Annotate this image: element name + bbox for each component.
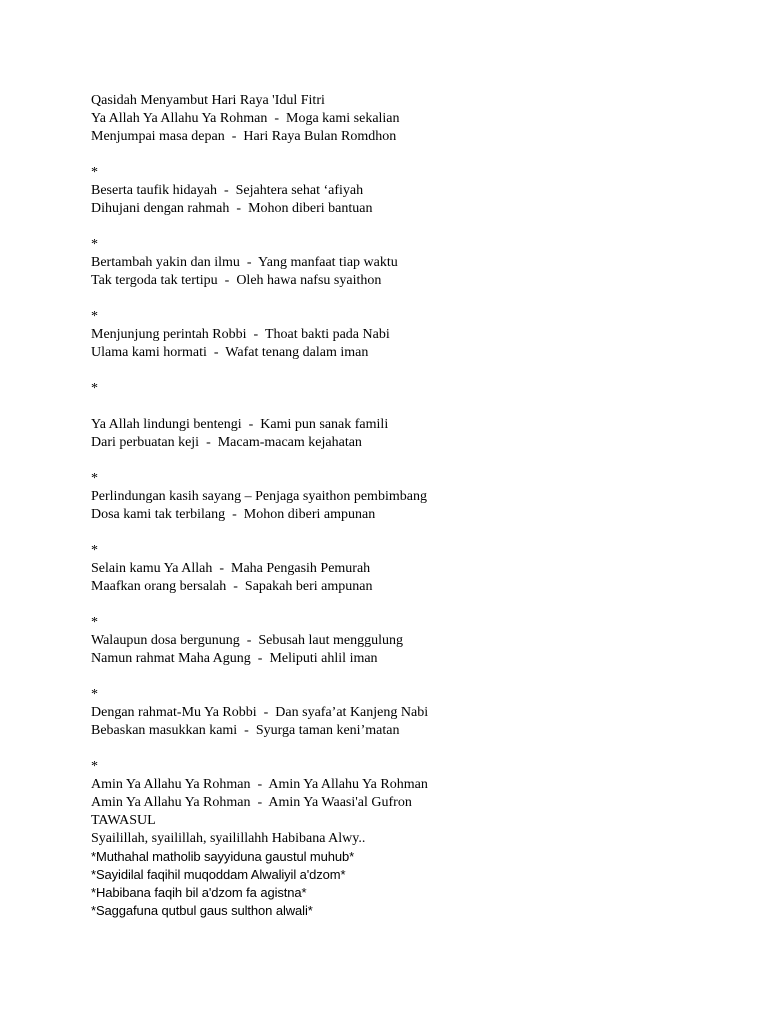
- tawasul-line: *Sayidilal faqihil muqoddam Alwaliyil a'dzom*: [91, 867, 346, 882]
- stanza-separator: *: [91, 543, 98, 558]
- stanza-line: Ulama kami hormati - Wafat tenang dalam iman: [91, 345, 369, 360]
- document-page: [91, 92, 731, 920]
- stanza-line: Ya Allah Ya Allahu Ya Rohman - Moga kami sekalian: [91, 111, 400, 126]
- stanza-line: Dari perbuatan keji - Macam-macam kejahatan: [91, 435, 362, 450]
- blank-line: [91, 524, 731, 542]
- blank-line: [91, 146, 731, 164]
- blank-line: [91, 596, 731, 614]
- stanza-line: Ya Allah lindungi bentengi - Kami pun sanak famili: [91, 417, 389, 432]
- stanza-line: Menjumpai masa depan - Hari Raya Bulan Romdhon: [91, 129, 397, 144]
- stanza-line: Dosa kami tak terbilang - Mohon diberi ampunan: [91, 507, 376, 522]
- stanza-line: Selain kamu Ya Allah - Maha Pengasih Pemurah: [91, 561, 371, 576]
- stanza-line: Bertambah yakin dan ilmu - Yang manfaat tiap waktu: [91, 255, 398, 270]
- document-title: Qasidah Menyambut Hari Raya 'Idul Fitri: [91, 93, 325, 108]
- stanza-separator: *: [91, 687, 98, 702]
- blank-line: [91, 740, 731, 758]
- stanza-separator: *: [91, 381, 98, 396]
- tawasul-heading: TAWASUL: [91, 813, 156, 828]
- stanza-line: Bebaskan masukkan kami - Syurga taman keni’matan: [91, 723, 400, 738]
- stanza-line: Amin Ya Allahu Ya Rohman - Amin Ya Waasi'al Gufron: [91, 795, 412, 810]
- stanza-line: Amin Ya Allahu Ya Rohman - Amin Ya Allahu Ya Rohman: [91, 777, 428, 792]
- blank-line: [91, 362, 731, 380]
- stanza-line: Menjunjung perintah Robbi - Thoat bakti pada Nabi: [91, 327, 390, 342]
- stanza-line: Beserta taufik hidayah - Sejahtera sehat ‘afiyah: [91, 183, 364, 198]
- stanza-line: Walaupun dosa bergunung - Sebusah laut menggulung: [91, 633, 404, 648]
- stanza-line: Dengan rahmat-Mu Ya Robbi - Dan syafa’at Kanjeng Nabi: [91, 705, 429, 720]
- stanza-separator: *: [91, 309, 98, 324]
- stanza-separator: *: [91, 759, 98, 774]
- tawasul-opening: Syailillah, syailillah, syailillahh Habibana Alwy..: [91, 831, 366, 846]
- blank-line: [91, 290, 731, 308]
- stanza-separator: *: [91, 237, 98, 252]
- tawasul-line: *Habibana faqih bil a'dzom fa agistna*: [91, 885, 307, 900]
- tawasul-line: *Saggafuna qutbul gaus sulthon alwali*: [91, 903, 313, 918]
- stanza-separator: *: [91, 615, 98, 630]
- tawasul-line: *Muthahal matholib sayyiduna gaustul muhub*: [91, 849, 355, 864]
- stanza-line: Namun rahmat Maha Agung - Meliputi ahlil iman: [91, 651, 378, 666]
- blank-line: [91, 218, 731, 236]
- stanza-line: Tak tergoda tak tertipu - Oleh hawa nafsu syaithon: [91, 273, 382, 288]
- stanza-separator: *: [91, 165, 98, 180]
- blank-line: [91, 668, 731, 686]
- blank-line: [91, 452, 731, 470]
- blank-line: [91, 398, 731, 416]
- stanza-line: Maafkan orang bersalah - Sapakah beri ampunan: [91, 579, 373, 594]
- stanza-line: Perlindungan kasih sayang – Penjaga syaithon pembimbang: [91, 489, 427, 504]
- stanza-line: Dihujani dengan rahmah - Mohon diberi bantuan: [91, 201, 373, 216]
- stanza-separator: *: [91, 471, 98, 486]
